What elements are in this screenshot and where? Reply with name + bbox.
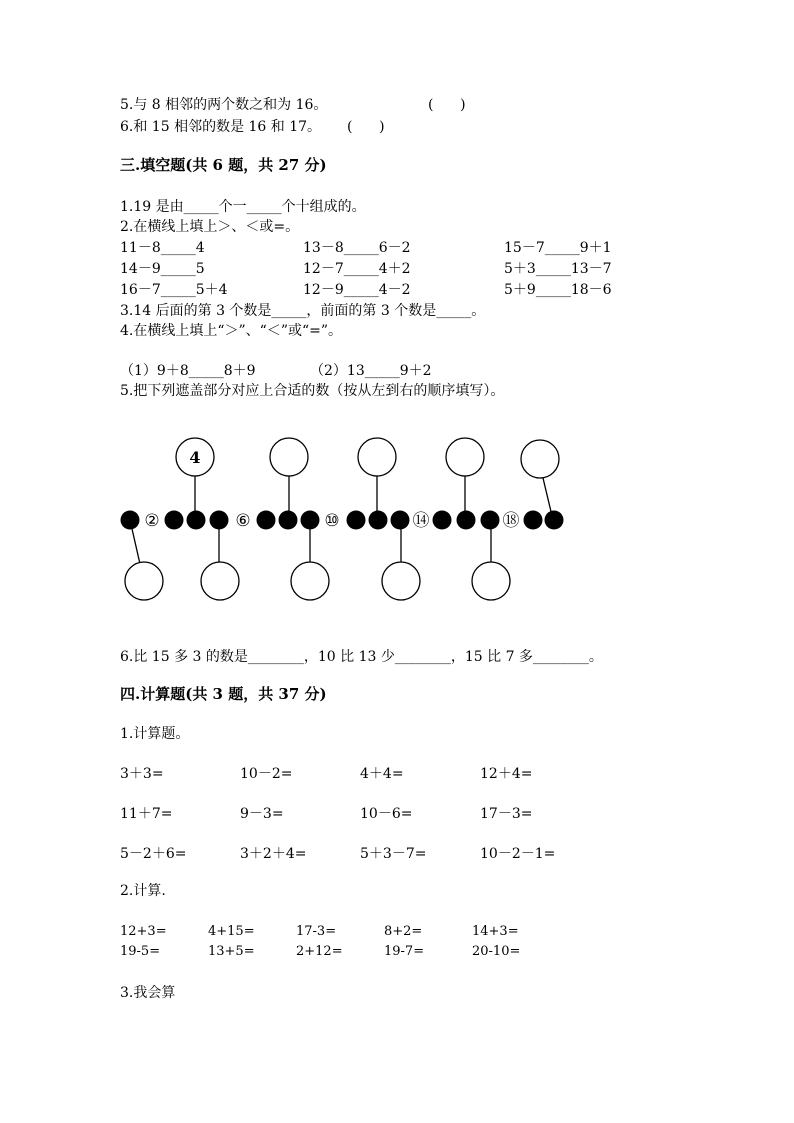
numbered-bead: ⑭ (412, 511, 430, 531)
bottom-circle-blank[interactable] (382, 562, 420, 600)
bead (457, 511, 476, 530)
calc2-item: 13+5= (208, 944, 255, 959)
numbered-bead: ⑱ (502, 511, 520, 531)
judge-q6-answer-paren[interactable]: ( ) (347, 119, 385, 135)
fill-q3: 3.14 后面的第 3 个数是_____，前面的第 3 个数是_____。 (120, 303, 486, 319)
calc2-item: 8+2= (384, 924, 423, 939)
judge-q5: 5.与 8 相邻的两个数之和为 16。 (120, 97, 328, 113)
bead (545, 511, 564, 530)
compare-item: 5＋3_____13－7 (504, 261, 612, 277)
numbered-bead: ② (144, 511, 160, 531)
bead (121, 511, 140, 530)
bead (165, 511, 184, 530)
calc2-item: 17-3= (296, 924, 337, 939)
calc2-item: 12+3= (120, 924, 167, 939)
bead (433, 511, 452, 530)
judge-q6: 6.和 15 相邻的数是 16 和 17。 (120, 119, 322, 135)
fill-q4-part2: （2）13_____9＋2 (310, 363, 432, 379)
compare-item: 12－7_____4＋2 (303, 261, 411, 277)
section4-title: 四.计算题(共 3 题，共 37 分) (120, 685, 327, 703)
calc-item: 10－6= (360, 806, 413, 822)
bottom-circle-blank[interactable] (201, 562, 239, 600)
calc-item: 4＋4= (360, 766, 404, 782)
bottom-circle-blank[interactable] (291, 562, 329, 600)
calc-q1: 1.计算题。 (120, 726, 190, 742)
top-circle-blank[interactable] (358, 438, 396, 476)
fill-q1: 1.19 是由_____个一_____个十组成的。 (120, 199, 366, 215)
top-circle-value: 4 (189, 448, 201, 467)
bead (481, 511, 500, 530)
calc2-item: 19-7= (384, 944, 425, 959)
calc-item: 3＋3= (120, 766, 164, 782)
top-circle-blank[interactable] (270, 438, 308, 476)
calc-item: 5－2＋6= (120, 846, 187, 862)
calc-q3: 3.我会算 (120, 985, 176, 1001)
compare-item: 5＋9_____18－6 (504, 282, 612, 298)
compare-item: 13－8_____6－2 (303, 240, 411, 256)
bead (187, 511, 206, 530)
calc-item: 10－2= (240, 766, 293, 782)
calc2-item: 19-5= (120, 944, 161, 959)
compare-item: 12－9_____4－2 (303, 282, 411, 298)
compare-item: 15－7_____9＋1 (504, 240, 612, 256)
calc2-item: 14+3= (472, 924, 519, 939)
numbered-bead: ⑩ (324, 511, 340, 531)
top-circle-blank[interactable] (446, 438, 484, 476)
calc-item: 5＋3－7= (360, 846, 427, 862)
compare-item: 14－9_____5 (120, 261, 205, 277)
calc2-item: 2+12= (296, 944, 343, 959)
bead (391, 511, 410, 530)
calc-item: 3＋2＋4= (240, 846, 307, 862)
calc-item: 9－3= (240, 806, 284, 822)
bead (257, 511, 276, 530)
fill-q2: 2.在横线上填上＞、＜或=。 (120, 219, 300, 235)
calc2-item: 4+15= (208, 924, 255, 939)
compare-item: 11－8_____4 (120, 240, 205, 256)
calc-item: 10－2－1= (480, 846, 556, 862)
calc2-item: 20-10= (472, 944, 521, 959)
calc-item: 11＋7= (120, 806, 173, 822)
judge-q5-answer-paren[interactable]: ( ) (428, 97, 466, 113)
bead (524, 511, 543, 530)
compare-item: 16－7_____5＋4 (120, 282, 228, 298)
fill-q6: 6.比 15 多 3 的数是________，10 比 13 少________，15 比 7 多________。 (120, 649, 603, 665)
bottom-circle-blank[interactable] (472, 562, 510, 600)
bead (369, 511, 388, 530)
bead (301, 511, 320, 530)
numbered-bead: ⑥ (235, 511, 251, 531)
bottom-circle-blank[interactable] (125, 562, 163, 600)
bead (210, 511, 229, 530)
calc-item: 12＋4= (480, 766, 533, 782)
fill-q5: 5.把下列遮盖部分对应上合适的数（按从左到右的顺序填写）。 (120, 383, 505, 399)
bead (347, 511, 366, 530)
calc-q2: 2.计算. (120, 883, 166, 899)
top-circle-blank[interactable] (521, 440, 559, 478)
fill-q4: 4.在横线上填上“＞”、“＜”或“=”。 (120, 323, 343, 339)
bead (279, 511, 298, 530)
fill-q4-part1: （1）9＋8_____8＋9 (120, 363, 256, 379)
calc-item: 17－3= (480, 806, 533, 822)
section3-title: 三.填空题(共 6 题，共 27 分) (120, 156, 327, 174)
